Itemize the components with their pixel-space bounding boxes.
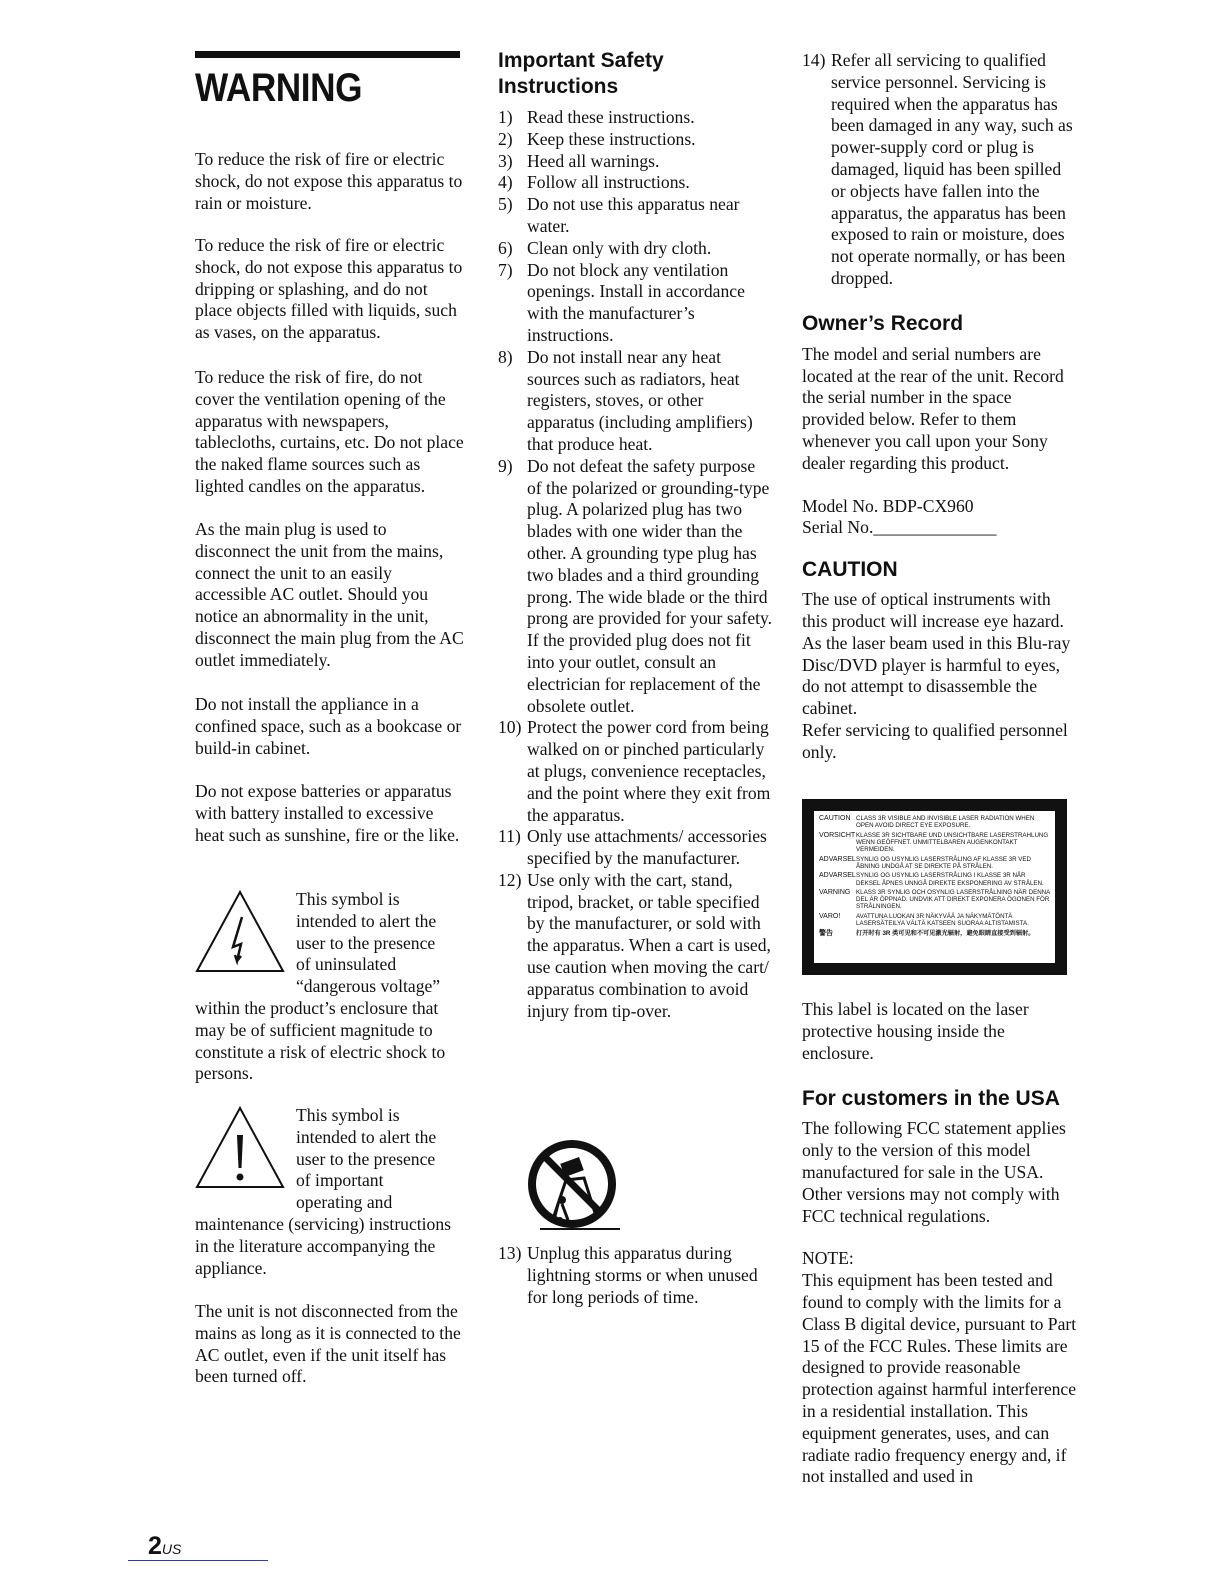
list-item: 4) Follow all instructions.: [498, 172, 690, 193]
list-item: 14) Refer all servicing to qualified service personnel. Servicing is required when the apparatus has been damaged in any way, such as power-supply cord or plug is damaged, liquid has been spilled or objects have fallen into the apparatus, the apparatus has been exposed to rain or moisture, does not operate normally, or has been dropped.: [802, 50, 1073, 288]
list-item: 7) Do not block any ventilation openings. Install in accordance with the manufacturer’s instructions.: [498, 259, 745, 345]
cart-tip-over-icon: [524, 1140, 620, 1232]
voltage-symbol-block: [195, 889, 465, 1085]
list-item: 12) Use only with the cart, stand, tripod, bracket, or table specified by the manufacturer, or sold with the apparatus. When a cart is used, use caution when moving the cart/ apparatus combination to avoid injury from tip-over.: [498, 869, 771, 1021]
list-item: 1) Read these instructions.: [498, 107, 695, 127]
exclamation-symbol-text: maintenance (servicing) instructions in the literature accompanying the appliance.: [195, 1213, 452, 1278]
exclamation-symbol-line: of important: [296, 1170, 384, 1191]
voltage-symbol-text: within the product’s enclosure that may be of sufficient magnitude to constitute a risk of electric shock to persons.: [195, 997, 446, 1084]
owners-record-text: The model and serial numbers are located at the rear of the unit. Record the serial number in the space provided below. Refer to them whenever you call upon your Sony dealer regarding this product.: [802, 343, 1064, 473]
list-item: 8) Do not install near any heat sources such as radiators, heat registers, stoves, or other apparatus (including amplifiers) that produce heat.: [498, 346, 753, 454]
warning-paragraph-3: To reduce the risk of fire, do not cover the ventilation opening of the apparatus with newspapers, tablecloths, curtains, etc. Do not place the naked flame sources such as lighted candles on the apparatus.: [195, 367, 464, 496]
usa-heading: For customers in the USA: [802, 1087, 1060, 1111]
exclamation-symbol-line: intended to alert the: [296, 1126, 437, 1147]
caution-text: The use of optical instruments with this product will increase eye hazard. As the laser beam used in this Blu-ray Disc/DVD player is harmful to eyes, do not attempt to disassemble the cabinet.: [802, 589, 1071, 719]
list-item: 5) Do not use this apparatus near water.: [498, 194, 740, 236]
lightning-triangle-icon: [195, 889, 285, 973]
warning-paragraph-2: To reduce the risk of fire or electric shock, do not expose this apparatus to dripping or splashing, and do not place objects filled with liquids, such as vases, on the apparatus.: [195, 235, 463, 343]
exclamation-triangle-icon: [195, 1105, 285, 1189]
warning-title: WARNING: [195, 66, 363, 110]
safety-instructions-column: [498, 48, 773, 1022]
warning-paragraph-6: Do not expose batteries or apparatus with battery installed to excessive heat such as sunshine, fire or the like.: [195, 781, 460, 845]
safety-list-end: [802, 50, 1077, 290]
usa-text: The following FCC statement applies only to the version of this model manufactured for sale in the USA. Other versions may not comply with FCC technical regulations.: [802, 1118, 1066, 1226]
laser-caution-label: [802, 799, 1067, 975]
footer-rule: [128, 1560, 268, 1561]
exclamation-symbol-line: operating and: [296, 1192, 393, 1213]
list-item: 6) Clean only with dry cloth.: [498, 237, 712, 258]
caution-text-2: Refer servicing to qualified personnel only.: [802, 719, 1068, 762]
note-text: This equipment has been tested and found to comply with the limits for a Class B digital device, pursuant to Part 15 of the FCC Rules. These limits are designed to provide reasonable protection against harmful interference in a residential installation. This equipment generates, uses, and can radiate radio frequency energy and, if not installed and used in: [802, 1270, 1077, 1487]
label-row: ADVARSEL SYNLIG OG USYNLIG LASERSTRÅLING AF KLASSE 3R VED ÅBNING UNDGÅ AT SE DIREKTE PÅ STRÅLEN.: [819, 855, 1032, 870]
label-row: VARNING KLASS 3R SYNLIG OCH OSYNLIG LASERSTRÅLNING NÄR DENNA DEL ÄR ÖPPNAD. UNDVIK ATT DIREKT EXPONERA ÖGONEN FÖR STRÅLNINGEN.: [819, 889, 1050, 911]
list-item: 11) Only use attachments/ accessories specified by the manufacturer.: [498, 826, 767, 869]
safety-list-continued: [498, 1243, 773, 1308]
note-label: NOTE:: [802, 1248, 854, 1269]
label-row: 警告 打开时有 3R 类可见和不可见激光辐射，避免眼睛直接受到辐射。: [819, 929, 1035, 937]
voltage-symbol-line: intended to alert the: [296, 910, 437, 931]
warning-rule: [195, 51, 460, 58]
label-row: CAUTION CLASS 3R VISIBLE AND INVISIBLE LASER RADIATION WHEN OPEN AVOID DIRECT EYE EXPOSURE.: [819, 815, 1035, 830]
list-item: 10) Protect the power cord from being walked on or pinched particularly at plugs, convenience receptacles, and the point where they exit from the apparatus.: [498, 717, 771, 825]
warning-paragraph-4: As the main plug is used to disconnect the unit from the mains, connect the unit to an easily accessible AC outlet. Should you notice an abnormality in the unit, disconnect the main plug from the AC outlet immediately.: [195, 519, 464, 670]
warning-paragraph-1: To reduce the risk of fire or electric shock, do not expose this apparatus to rain or moisture.: [195, 149, 463, 213]
warning-paragraph-7: The unit is not disconnected from the mains as long as it is connected to the AC outlet, even if the unit itself has been turned off.: [195, 1301, 461, 1387]
list-item: 9) Do not defeat the safety purpose of the polarized or grounding-type plug. A polarized plug has two blades with one wider than the other. A grounding type plug has two blades and a third grounding prong. The wide blade or the third prong are provided for your safety. If the provided plug does not fit into your outlet, consult an electrician for replacement of the obsolete outlet.: [498, 455, 773, 716]
voltage-symbol-line: “dangerous voltage”: [296, 976, 441, 997]
page-number: 2US: [148, 1532, 182, 1560]
owners-record-heading: Owner’s Record: [802, 311, 964, 335]
list-item: 13) Unplug this apparatus during lightning storms or when unused for long periods of time.: [498, 1243, 758, 1307]
safety-heading: Important Safety Instructions: [498, 49, 664, 98]
model-number: Model No. BDP-CX960: [802, 495, 974, 516]
label-location-note: This label is located on the laser protective housing inside the enclosure.: [802, 999, 1029, 1063]
list-item: 2) Keep these instructions.: [498, 128, 696, 149]
safety-list: [498, 107, 773, 1022]
label-row: VARO! AVATTUNA LUOKAN 3R NÄKYVÄÄ JA NÄKYMÄTÖNTÄ LASERSÄTEILYA VÄLTÄ KATSEEN SUORAA ALTISTAMISTA.: [819, 912, 1029, 928]
right-column: [802, 50, 1077, 764]
voltage-symbol-line: This symbol is: [296, 889, 400, 909]
list-item: 3) Heed all warnings.: [498, 150, 660, 171]
warning-paragraph-5: Do not install the appliance in a confined space, such as a bookcase or build-in cabinet.: [195, 694, 462, 758]
serial-number: Serial No.______________: [802, 517, 997, 538]
voltage-symbol-line: of uninsulated: [296, 954, 397, 975]
exclamation-symbol-line: user to the presence: [296, 1148, 436, 1169]
label-row: VORSICHT KLASSE 3R SICHTBARE UND UNSICHTBARE LASERSTRAHLUNG WENN GEÖFFNET. UNMITTELBAREN AUGENKONTAKT VERMEIDEN.: [819, 831, 1049, 854]
exclamation-symbol-line: This symbol is: [296, 1105, 400, 1125]
label-row: ADVARSEL SYNLIG OG USYNLIG LASERSTRÅLING I KLASSE 3R NÅR DEKSEL ÅPNES UNNGÅ DIREKTE EKSPONERING AV STRÅLEN.: [819, 872, 1044, 887]
caution-heading: CAUTION: [802, 558, 898, 582]
right-column-lower: [802, 999, 1077, 1488]
exclamation-symbol-block: [195, 1105, 465, 1279]
voltage-symbol-line: user to the presence: [296, 932, 436, 953]
